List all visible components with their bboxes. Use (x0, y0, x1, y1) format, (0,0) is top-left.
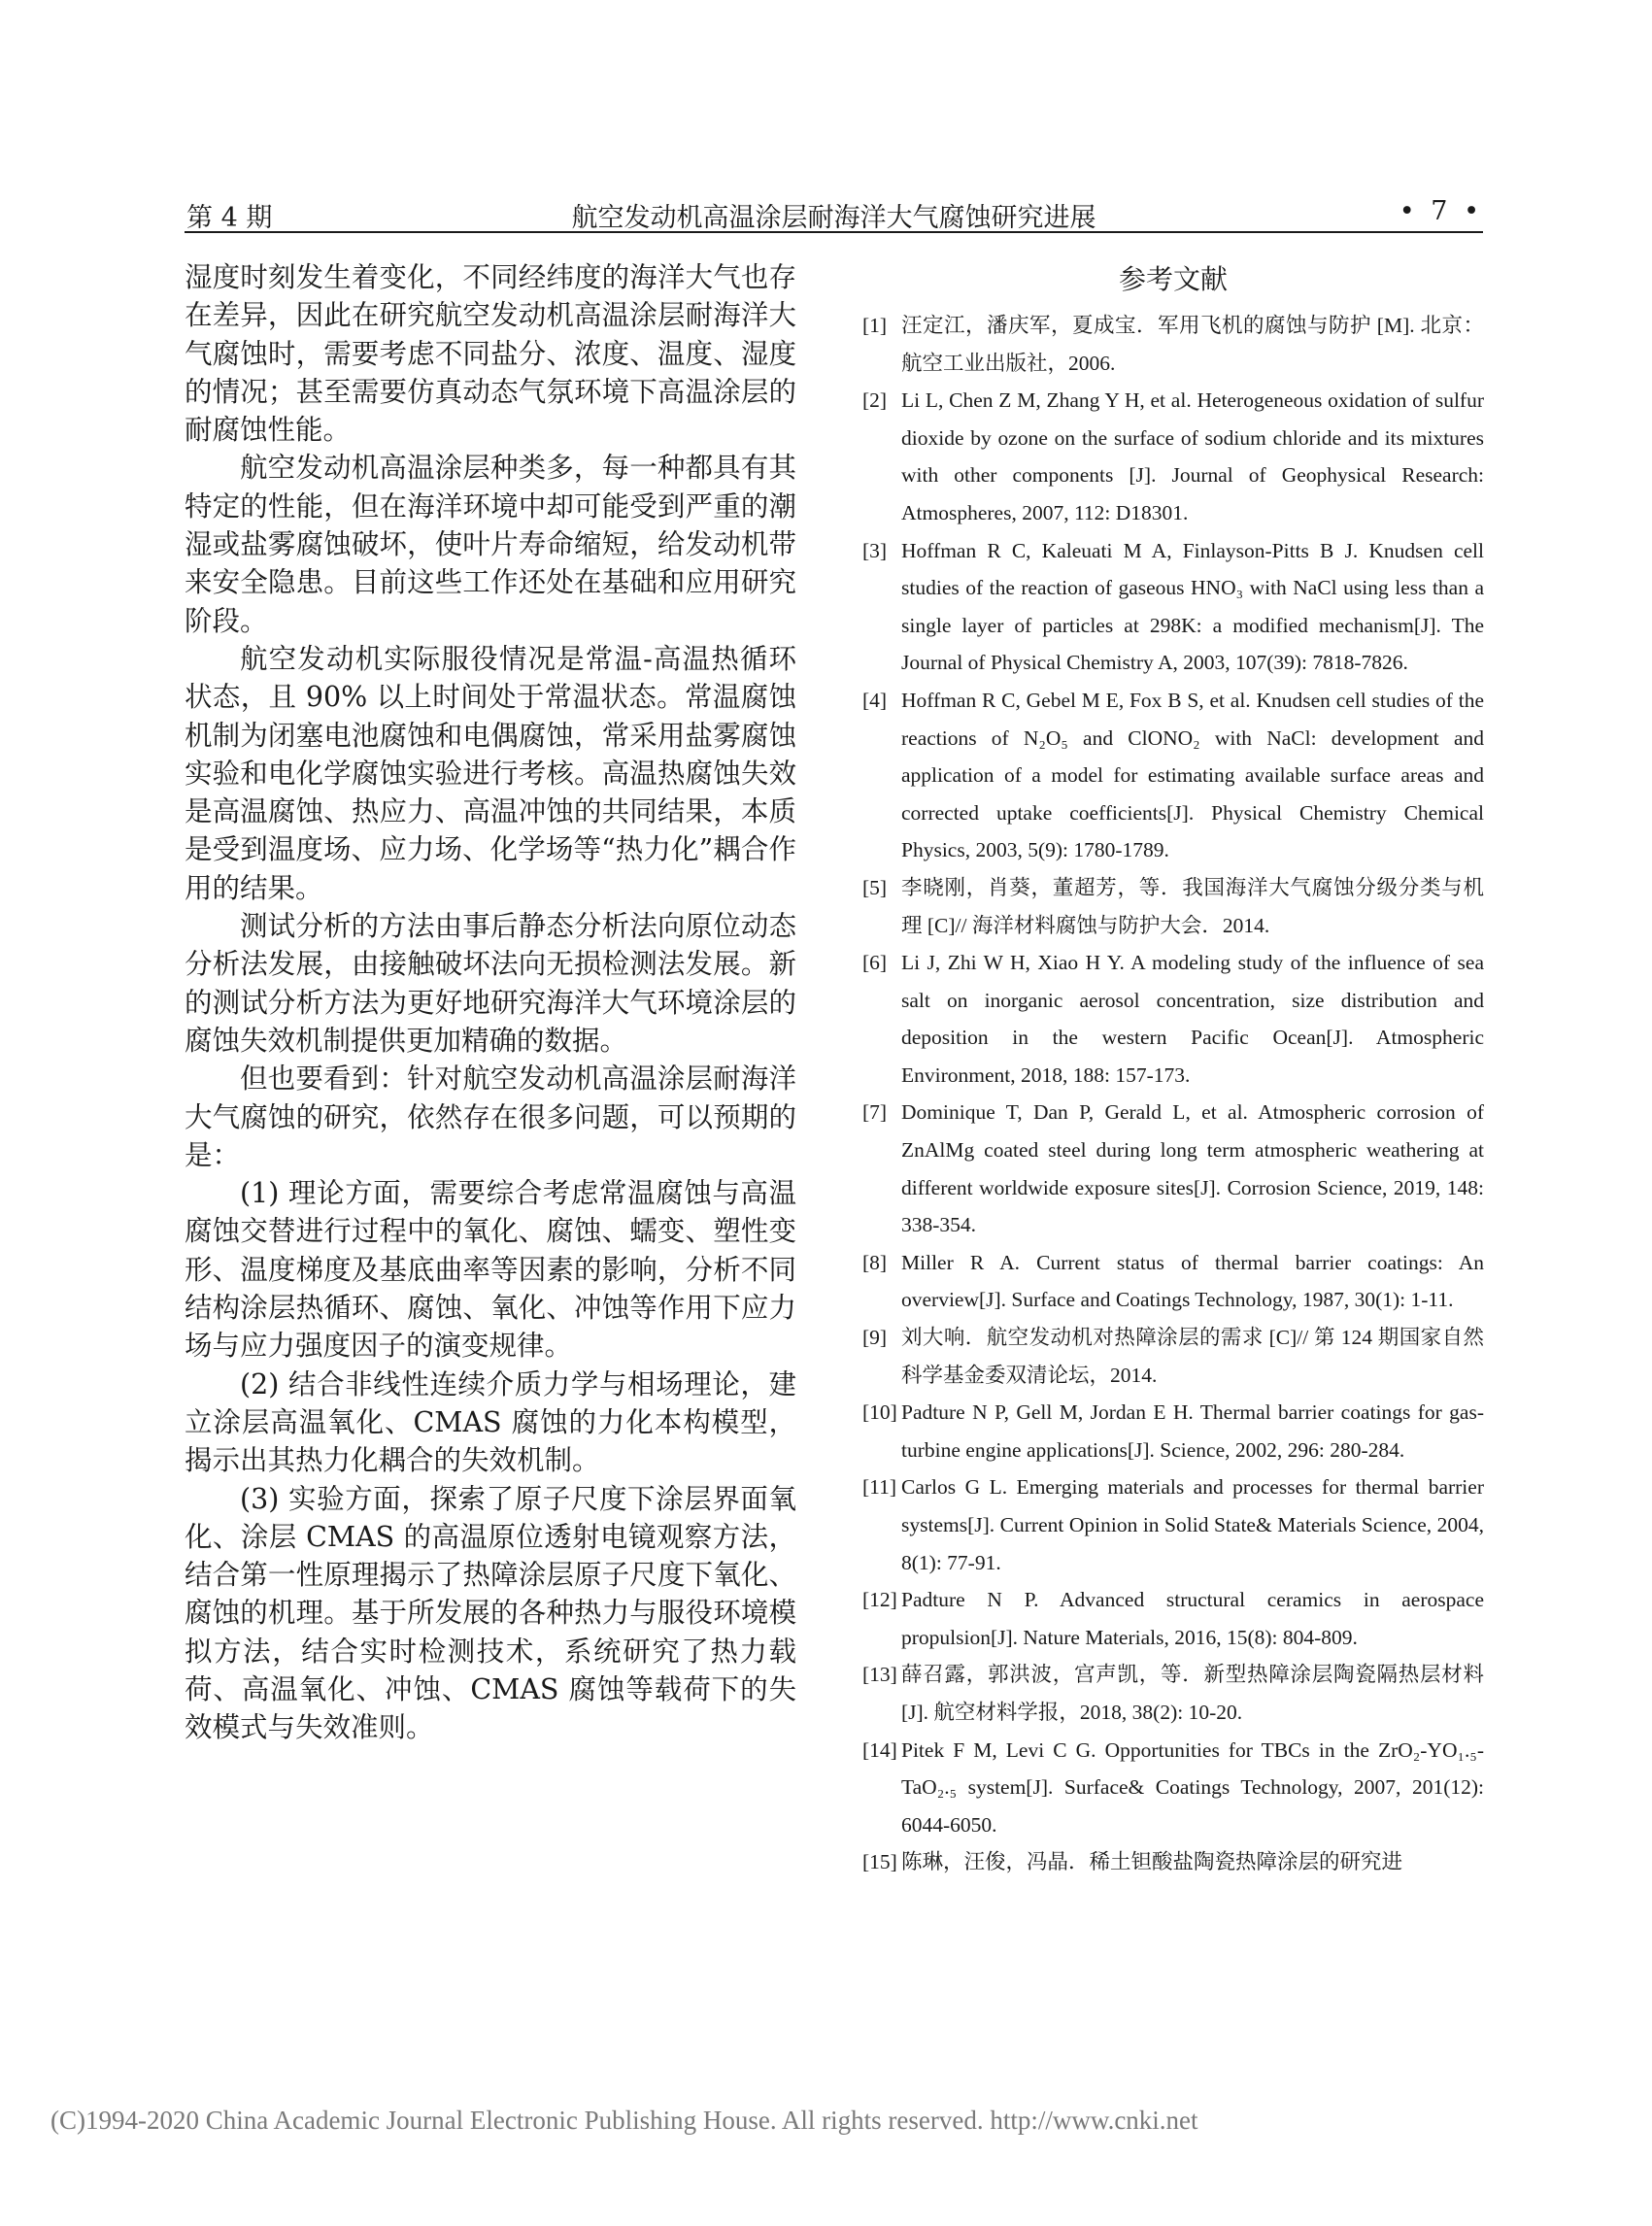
reference-item (862, 682, 1484, 869)
reference-text: Miller R A. Current status of thermal barrier coatings: An overview[J]. Surface and Coatings Technology, 1987, 30(1): 1-11. (901, 1250, 1484, 1312)
running-header (185, 194, 1483, 233)
header-rule (185, 231, 1483, 233)
reference-item (862, 307, 1484, 382)
reference-text: 薛召露，郭洪波，宫声凯，等．新型热障涂层陶瓷隔热层材料 [J]. 航空材料学报，2018, 38(2): 10-20. (901, 1663, 1484, 1724)
reference-item (862, 1394, 1484, 1468)
body-paragraph: 航空发动机实际服役情况是常温-高温热循环状态，且 90% 以上时间处于常温状态。常温腐蚀机制为闭塞电池腐蚀和电偶腐蚀，常采用盐雾腐蚀实验和电化学腐蚀实验进行考核。高温热腐蚀失效是高温腐蚀、热应力、高温冲蚀的共同结果，本质是受到温度场、应力场、化学场等“热力化”耦合作用的结果。 (185, 642, 796, 904)
reference-number: [6] (862, 951, 888, 975)
reference-text: 陈琳，汪俊，冯晶．稀土钽酸盐陶瓷热障涂层的研究进 (901, 1850, 1403, 1874)
reference-number: [7] (862, 1100, 888, 1125)
references-section (862, 262, 1484, 1881)
reference-text: Li L, Chen Z M, Zhang Y H, et al. Heterogeneous oxidation of sulfur dioxide by ozone on the surface of sodium chloride and its mixtures with other components [J]. Journal of Geophysical Research: Atmospheres, 2007, 112: D18301. (901, 388, 1484, 524)
reference-text: Carlos G L. Emerging materials and processes for thermal barrier systems[J]. Current Opinion in Solid State& Materials Science, 2004, 8(1): 77-91. (901, 1475, 1484, 1574)
reference-item (862, 944, 1484, 1094)
reference-text: Padture N P, Gell M, Jordan E H. Thermal barrier coatings for gas-turbine engine applications[J]. Science, 2002, 296: 280-284. (901, 1400, 1484, 1462)
reference-text: 刘大响．航空发动机对热障涂层的需求 [C]// 第 124 期国家自然科学基金委双清论坛，2014. (901, 1326, 1484, 1387)
reference-item (862, 1468, 1484, 1581)
reference-item (862, 869, 1484, 944)
reference-number: [10] (862, 1400, 897, 1425)
reference-text: Li J, Zhi W H, Xiao H Y. A modeling study of the influence of sea salt on inorganic aerosol concentration, size distribution and deposition in the western Pacific Ocean[J]. Atmospheric Environment, 2018, 188: 157-173. (901, 951, 1484, 1087)
reference-text: Dominique T, Dan P, Gerald L, et al. Atmospheric corrosion of ZnAlMg coated steel during long term atmospheric weathering at different worldwide exposure sites[J]. Corrosion Science, 2019, 148: 338-354. (901, 1100, 1484, 1237)
reference-text: Padture N P. Advanced structural ceramics in aerospace propulsion[J]. Nature Materials, 2016, 15(8): 804-809. (901, 1588, 1484, 1649)
reference-number: [4] (862, 688, 888, 712)
body-paragraph: 测试分析的方法由事后静态分析法向原位动态分析法发展，由接触破坏法向无损检测法发展。新的测试分析方法为更好地研究海洋大气环境涂层的腐蚀失效机制提供更加精确的数据。 (185, 910, 796, 1057)
reference-number: [12] (862, 1588, 897, 1612)
reference-text: Hoffman R C, Gebel M E, Fox B S, et al. Knudsen cell studies of the reactions of N₂O₅ and ClONO₂ with NaCl: development and application of a model for estimating available surface areas and corrected uptake coefficients[J]. Physical Chemistry Chemical Physics, 2003, 5(9): 1780-1789. (901, 688, 1484, 862)
body-paragraph: 航空发动机高温涂层种类多，每一种都具有其特定的性能，但在海洋环境中却可能受到严重的潮湿或盐雾腐蚀破坏，使叶片寿命缩短，给发动机带来安全隐患。目前这些工作还处在基础和应用研究阶段。 (185, 452, 796, 637)
reference-number: [9] (862, 1326, 888, 1350)
page-number: • 7 • (1399, 196, 1483, 226)
issue-number: 第 4 期 (186, 203, 273, 233)
body-paragraph: (1) 理论方面，需要综合考虑常温腐蚀与高温腐蚀交替进行过程中的氧化、腐蚀、蠕变、塑性变形、温度梯度及基底曲率等因素的影响，分析不同结构涂层热循环、腐蚀、氧化、冲蚀等作用下应力场与应力强度因子的演变规律。 (185, 1177, 796, 1363)
reference-number: [8] (862, 1250, 888, 1274)
reference-number: [1] (862, 314, 888, 337)
reference-item (862, 1094, 1484, 1243)
reference-text: 李晓刚，肖葵，董超芳，等．我国海洋大气腐蚀分级分类与机理 [C]// 海洋材料腐蚀与防护大会．2014. (901, 875, 1484, 937)
running-title: 航空发动机高温涂层耐海洋大气腐蚀研究进展 (571, 203, 1096, 233)
reference-number: [5] (862, 875, 888, 899)
reference-number: [3] (862, 538, 888, 562)
reference-item (862, 1656, 1484, 1731)
reference-text: Pitek F M, Levi C G. Opportunities for TBCs in the ZrO₂-YO₁.₅-TaO₂.₅ system[J]. Surface& Coatings Technology, 2007, 201(12): 6044-6050. (901, 1737, 1484, 1837)
reference-number: [15] (862, 1850, 897, 1874)
references-heading: 参考文献 (1118, 263, 1228, 295)
copyright-footer: (C)1994-2020 China Academic Journal Electronic Publishing House. All rights reserved. http://www.cnki.net (51, 2106, 1198, 2135)
reference-item (862, 382, 1484, 531)
reference-item (862, 1319, 1484, 1394)
reference-item (862, 532, 1484, 682)
reference-item (862, 1581, 1484, 1656)
reference-number: [2] (862, 388, 888, 413)
reference-text: Hoffman R C, Kaleuati M A, Finlayson-Pitts B J. Knudsen cell studies of the reaction of gaseous HNO₃ with NaCl using less than a single layer of particles at 298K: a modified mechanism[J]. The Journal of Physical Chemistry A, 2003, 107(39): 7818-7826. (901, 538, 1484, 675)
reference-text: 汪定江，潘庆军，夏成宝．军用飞机的腐蚀与防护 [M]. 北京：航空工业出版社，2006. (901, 314, 1484, 375)
body-paragraph: (2) 结合非线性连续介质力学与相场理论，建立涂层高温氧化、CMAS 腐蚀的力化本构模型，揭示出其热力化耦合的失效机制。 (185, 1367, 796, 1477)
reference-item (862, 1843, 1484, 1881)
left-column (185, 258, 796, 1747)
reference-item (862, 1244, 1484, 1319)
reference-number: [13] (862, 1663, 897, 1687)
body-paragraph: 湿度时刻发生着变化，不同经纬度的海洋大气也存在差异，因此在研究航空发动机高温涂层耐海洋大气腐蚀时，需要考虑不同盐分、浓度、温度、湿度的情况；甚至需要仿真动态气氛环境下高温涂层的耐腐蚀性能。 (185, 261, 796, 447)
body-paragraph: 但也要看到：针对航空发动机高温涂层耐海洋大气腐蚀的研究，依然存在很多问题，可以预期的是： (185, 1062, 796, 1171)
reference-number: [14] (862, 1737, 897, 1762)
reference-item (862, 1732, 1484, 1844)
reference-number: [11] (862, 1475, 897, 1500)
body-paragraph: (3) 实验方面，探索了原子尺度下涂层界面氧化、涂层 CMAS 的高温原位透射电镜观察方法，结合第一性原理揭示了热障涂层原子尺度下氧化、腐蚀的机理。基于所发展的各种热力与服役环境模拟方法，结合实时检测技术，系统研究了热力载荷、高温氧化、冲蚀、CMAS 腐蚀等载荷下的失效模式与失效准则。 (185, 1482, 796, 1744)
